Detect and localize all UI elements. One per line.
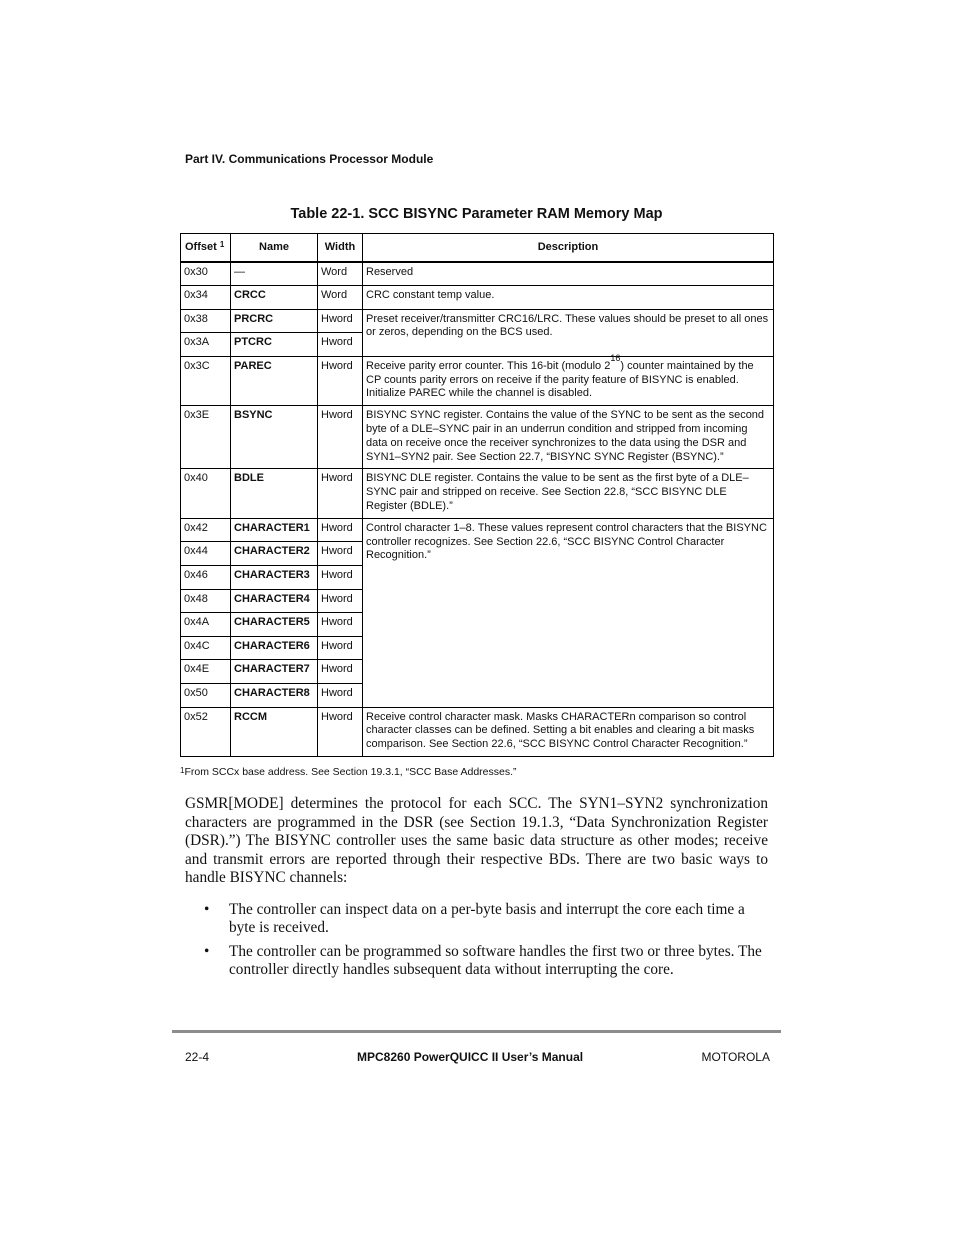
cell-width: Hword: [318, 636, 363, 660]
cell-width: Hword: [318, 469, 363, 518]
cell-offset: 0x42: [181, 518, 231, 542]
cell-description: CRC constant temp value.: [363, 286, 774, 310]
cell-offset: 0x3A: [181, 333, 231, 357]
running-header: Part IV. Communications Processor Module: [185, 152, 434, 166]
body-paragraph: GSMR[MODE] determines the protocol for each SCC. The SYN1–SYN2 synchronization characters are programmed in the DSR (see Section 19.1.3, “Data Synchronization Register (DSR).”) The BISYNC controller uses the same basic data structure as other modes; receive and transmit errors are reported through their respective BDs. There are two basic ways to handle BISYNC channels:: [185, 795, 768, 887]
cell-offset: 0x48: [181, 589, 231, 613]
cell-width: Hword: [318, 518, 363, 542]
cell-name: —: [231, 262, 318, 286]
cell-offset: 0x30: [181, 262, 231, 286]
cell-offset: 0x52: [181, 707, 231, 756]
table-header-row: [181, 234, 774, 263]
cell-offset: 0x44: [181, 542, 231, 566]
cell-width: Hword: [318, 589, 363, 613]
cell-offset: 0x3E: [181, 406, 231, 469]
cell-offset: 0x4A: [181, 613, 231, 637]
page-number: 22-4: [185, 1050, 210, 1064]
cell-offset: 0x4C: [181, 636, 231, 660]
list-item: • The controller can inspect data on a per-byte basis and interrupt the core each time a byte is received.: [204, 901, 745, 937]
cell-name: CHARACTER3: [231, 566, 318, 590]
cell-width: Hword: [318, 406, 363, 469]
cell-width: Hword: [318, 613, 363, 637]
cell-offset: 0x3C: [181, 356, 231, 405]
cell-offset: 0x50: [181, 684, 231, 708]
table-row: [181, 286, 774, 310]
cell-width: Hword: [318, 566, 363, 590]
bullet-icon: •: [204, 943, 210, 961]
col-header-name: Name: [231, 234, 318, 263]
cell-description: BISYNC DLE register. Contains the value to be sent as the first byte of a DLE–SYNC pair and stripped on receive. See Section 22.8, “SCC BISYNC DLE Register (BDLE).”: [363, 469, 774, 518]
cell-offset: 0x40: [181, 469, 231, 518]
cell-width: Hword: [318, 333, 363, 357]
table-footnote: $^1$From SCCx base address. See Section 19.3.1, “SCC Base Addresses.”: [180, 766, 517, 778]
cell-name: RCCM: [231, 707, 318, 756]
table-row: [181, 518, 774, 542]
cell-name: BSYNC: [231, 406, 318, 469]
cell-offset: 0x4E: [181, 660, 231, 684]
cell-width: Word: [318, 262, 363, 286]
table-title: Table 22-1. SCC BISYNC Parameter RAM Memory Map: [290, 206, 663, 222]
list-item: • The controller can be programmed so software handles the first two or three bytes. The controller directly handles subsequent data without interrupting the core.: [204, 943, 762, 979]
cell-width: Hword: [318, 684, 363, 708]
bullet-list: [185, 901, 768, 985]
cell-name: CHARACTER2: [231, 542, 318, 566]
cell-width: Hword: [318, 542, 363, 566]
table-row: [181, 707, 774, 756]
manual-title: MPC8260 PowerQUICC II User’s Manual: [357, 1050, 584, 1064]
cell-name: CHARACTER6: [231, 636, 318, 660]
table-row: [181, 406, 774, 469]
cell-name: PRCRC: [231, 309, 318, 333]
table-row: [181, 262, 774, 286]
cell-name: PTCRC: [231, 333, 318, 357]
col-header-width: Width: [318, 234, 363, 263]
cell-width: Hword: [318, 309, 363, 333]
footer-rule: [172, 1030, 781, 1033]
cell-offset: 0x38: [181, 309, 231, 333]
cell-description: Receive control character mask. Masks CHARACTERn comparison so control character classes can be defined. Setting a bit enables and clearing a bit masks comparison. See Section 22.6, “SCC BISYNC Control Character Recognition.”: [363, 707, 774, 756]
col-header-description: Description: [363, 234, 774, 263]
cell-offset: 0x34: [181, 286, 231, 310]
cell-description: BISYNC SYNC register. Contains the value of the SYNC to be sent as the second byte of a DLE–SYNC pair in an underrun condition and stripped from incoming data on receive once the receiver synchronizes to the data using the DSR and SYN1–SYN2 pair. See Section 22.7, “BISYNC SYNC Register (BSYNC).”: [363, 406, 774, 469]
cell-width: Hword: [318, 356, 363, 405]
cell-description: Receive parity error counter. This 16-bit (modulo $2^{16}$) counter maintained by the CP counts parity errors on receive if the parity feature of BISYNC is enabled. Initialize PAREC while the channel is disabled.: [363, 356, 774, 405]
table-row: [181, 356, 774, 405]
cell-name: CHARACTER1: [231, 518, 318, 542]
cell-name: CHARACTER5: [231, 613, 318, 637]
table-row: [181, 309, 774, 333]
cell-description: Control character 1–8. These values represent control characters that the BISYNC controller recognizes. See Section 22.6, “SCC BISYNC Control Character Recognition.”: [363, 518, 774, 707]
table-row: [181, 469, 774, 518]
cell-name: CHARACTER4: [231, 589, 318, 613]
bullet-icon: •: [204, 901, 210, 918]
cell-description: Preset receiver/transmitter CRC16/LRC. These values should be preset to all ones or zeros, depending on the BCS used.: [363, 309, 774, 356]
cell-name: BDLE: [231, 469, 318, 518]
cell-name: CHARACTER8: [231, 684, 318, 708]
cell-description: Reserved: [363, 262, 774, 286]
cell-width: Hword: [318, 660, 363, 684]
cell-offset: 0x46: [181, 566, 231, 590]
col-header-offset: Offset $^1$: [181, 234, 231, 263]
cell-width: Word: [318, 286, 363, 310]
cell-width: Hword: [318, 707, 363, 756]
cell-name: CRCC: [231, 286, 318, 310]
cell-name: PAREC: [231, 356, 318, 405]
cell-name: CHARACTER7: [231, 660, 318, 684]
company-name: MOTOROLA: [701, 1050, 770, 1064]
parameter-ram-table: [180, 233, 774, 757]
